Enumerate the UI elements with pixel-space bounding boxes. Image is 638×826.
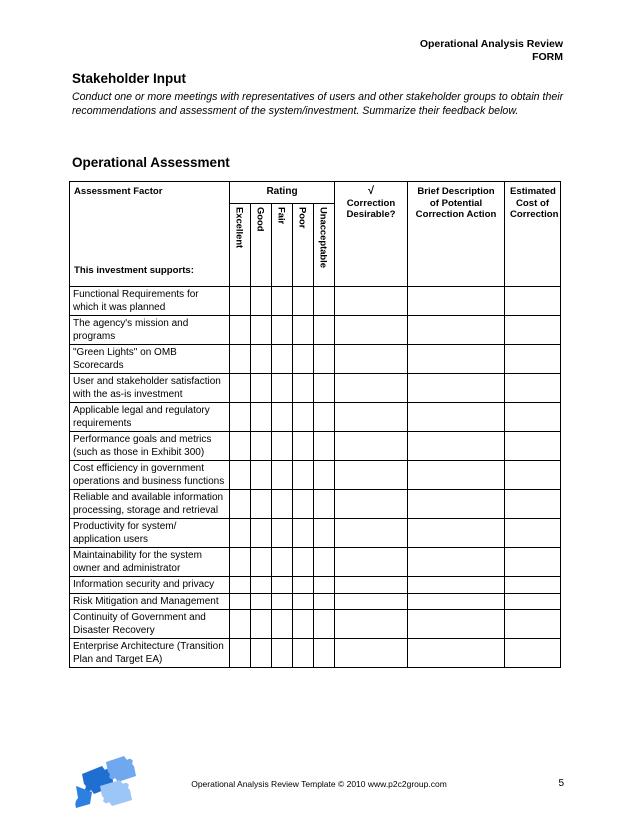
correction-action-cell[interactable] xyxy=(408,316,505,345)
correction-action-cell[interactable] xyxy=(408,432,505,461)
rating-good-cell[interactable] xyxy=(251,461,272,490)
rating-unacceptable-cell[interactable] xyxy=(314,287,335,316)
rating-good-cell[interactable] xyxy=(251,374,272,403)
correction-cost-label: Estimated Cost of Correction xyxy=(510,186,559,220)
rating-poor-label: Poor xyxy=(297,207,309,229)
correction-cost-cell[interactable] xyxy=(505,374,561,403)
rating-poor-cell[interactable] xyxy=(293,519,314,548)
rating-good-cell[interactable] xyxy=(251,287,272,316)
correction-cost-header xyxy=(505,182,561,287)
correction-desirable-cell[interactable] xyxy=(335,610,408,639)
rating-unacceptable-cell[interactable] xyxy=(314,593,335,610)
assessment-factor-cell: Cost efficiency in government operations and business functions xyxy=(70,461,230,490)
rating-excellent-cell[interactable] xyxy=(230,639,251,668)
assessment-factor-cell: "Green Lights" on OMB Scorecards xyxy=(70,345,230,374)
rating-level-good xyxy=(251,204,272,287)
correction-cost-cell[interactable] xyxy=(505,316,561,345)
rating-unacceptable-cell[interactable] xyxy=(314,519,335,548)
rating-unacceptable-cell[interactable] xyxy=(314,345,335,374)
correction-action-cell[interactable] xyxy=(408,461,505,490)
rating-good-cell[interactable] xyxy=(251,577,272,594)
rating-poor-cell[interactable] xyxy=(293,345,314,374)
rating-level-unacceptable xyxy=(314,204,335,287)
assessment-factor-cell: Functional Requirements for which it was planned xyxy=(70,287,230,316)
correction-action-cell[interactable] xyxy=(408,577,505,594)
assessment-factor-cell: Continuity of Government and Disaster Recovery xyxy=(70,610,230,639)
rating-header: Rating xyxy=(230,182,335,204)
rating-poor-cell[interactable] xyxy=(293,490,314,519)
correction-action-cell[interactable] xyxy=(408,519,505,548)
rating-excellent-cell[interactable] xyxy=(230,519,251,548)
rating-excellent-cell[interactable] xyxy=(230,432,251,461)
correction-desirable-cell[interactable] xyxy=(335,639,408,668)
rating-poor-cell[interactable] xyxy=(293,593,314,610)
correction-cost-cell[interactable] xyxy=(505,610,561,639)
rating-excellent-cell[interactable] xyxy=(230,577,251,594)
rating-excellent-label: Excellent xyxy=(234,207,246,249)
check-mark-icon: √ xyxy=(367,185,375,197)
rating-fair-cell[interactable] xyxy=(272,345,293,374)
rating-excellent-cell[interactable] xyxy=(230,287,251,316)
rating-good-cell[interactable] xyxy=(251,345,272,374)
rating-poor-cell[interactable] xyxy=(293,639,314,668)
rating-excellent-cell[interactable] xyxy=(230,345,251,374)
rating-unacceptable-cell[interactable] xyxy=(314,610,335,639)
correction-action-cell[interactable] xyxy=(408,345,505,374)
assessment-factor-cell: Performance goals and metrics (such as those in Exhibit 300) xyxy=(70,432,230,461)
rating-fair-cell[interactable] xyxy=(272,639,293,668)
rating-excellent-cell[interactable] xyxy=(230,316,251,345)
rating-poor-cell[interactable] xyxy=(293,610,314,639)
correction-cost-cell[interactable] xyxy=(505,639,561,668)
correction-desirable-cell[interactable] xyxy=(335,345,408,374)
rating-fair-cell[interactable] xyxy=(272,519,293,548)
rating-excellent-cell[interactable] xyxy=(230,548,251,577)
correction-cost-cell[interactable] xyxy=(505,490,561,519)
correction-desirable-cell[interactable] xyxy=(335,374,408,403)
rating-excellent-cell[interactable] xyxy=(230,490,251,519)
correction-cost-cell[interactable] xyxy=(505,403,561,432)
correction-desirable-cell[interactable] xyxy=(335,461,408,490)
rating-poor-cell[interactable] xyxy=(293,287,314,316)
rating-unacceptable-cell[interactable] xyxy=(314,577,335,594)
correction-cost-cell[interactable] xyxy=(505,548,561,577)
correction-action-cell[interactable] xyxy=(408,610,505,639)
correction-desirable-cell[interactable] xyxy=(335,316,408,345)
rating-fair-cell[interactable] xyxy=(272,461,293,490)
correction-cost-cell[interactable] xyxy=(505,287,561,316)
correction-cost-cell[interactable] xyxy=(505,432,561,461)
rating-unacceptable-cell[interactable] xyxy=(314,548,335,577)
rating-excellent-cell[interactable] xyxy=(230,461,251,490)
table-row xyxy=(70,432,561,461)
rating-good-cell[interactable] xyxy=(251,432,272,461)
correction-action-cell[interactable] xyxy=(408,639,505,668)
rating-fair-cell[interactable] xyxy=(272,316,293,345)
table-row xyxy=(70,490,561,519)
rating-unacceptable-cell[interactable] xyxy=(314,316,335,345)
correction-desirable-header xyxy=(335,182,408,287)
table-row xyxy=(70,519,561,548)
rating-fair-cell[interactable] xyxy=(272,577,293,594)
rating-good-cell[interactable] xyxy=(251,593,272,610)
table-row xyxy=(70,610,561,639)
assessment-factor-cell: The agency's mission and programs xyxy=(70,316,230,345)
correction-action-cell[interactable] xyxy=(408,374,505,403)
correction-desirable-cell[interactable] xyxy=(335,403,408,432)
operational-assessment-heading: Operational Assessment xyxy=(72,155,230,170)
correction-action-cell[interactable] xyxy=(408,490,505,519)
rating-unacceptable-label: Unacceptable xyxy=(318,207,330,268)
rating-excellent-cell[interactable] xyxy=(230,403,251,432)
assessment-factor-cell: Reliable and available information processing, storage and retrieval xyxy=(70,490,230,519)
assessment-factor-label: Assessment Factor xyxy=(74,186,163,197)
rating-poor-cell[interactable] xyxy=(293,374,314,403)
rating-excellent-cell[interactable] xyxy=(230,593,251,610)
correction-action-cell[interactable] xyxy=(408,548,505,577)
assessment-factor-cell: Risk Mitigation and Management xyxy=(70,593,230,610)
rating-poor-cell[interactable] xyxy=(293,403,314,432)
rating-level-excellent xyxy=(230,204,251,287)
rating-unacceptable-cell[interactable] xyxy=(314,639,335,668)
rating-level-poor xyxy=(293,204,314,287)
table-row xyxy=(70,316,561,345)
assessment-factor-cell: Maintainability for the system owner and administrator xyxy=(70,548,230,577)
table-row xyxy=(70,577,561,594)
header-title: Operational Analysis Review xyxy=(419,38,563,50)
table-row xyxy=(70,548,561,577)
correction-action-label: Brief Description of Potential Correction Action xyxy=(415,186,497,220)
table-row xyxy=(70,403,561,432)
document-header xyxy=(420,38,563,64)
correction-cost-cell[interactable] xyxy=(505,345,561,374)
rating-good-cell[interactable] xyxy=(251,490,272,519)
stakeholder-input-heading: Stakeholder Input xyxy=(72,71,187,86)
page-number: 5 xyxy=(558,778,564,789)
rating-good-cell[interactable] xyxy=(251,610,272,639)
rating-poor-cell[interactable] xyxy=(293,577,314,594)
correction-desirable-cell[interactable] xyxy=(335,577,408,594)
table-row xyxy=(70,345,561,374)
investment-supports-label: This investment supports: xyxy=(74,265,194,276)
rating-fair-cell[interactable] xyxy=(272,403,293,432)
correction-cost-cell[interactable] xyxy=(505,577,561,594)
rating-excellent-cell[interactable] xyxy=(230,610,251,639)
assessment-table xyxy=(69,181,561,668)
correction-action-cell[interactable] xyxy=(408,593,505,610)
correction-action-cell[interactable] xyxy=(408,287,505,316)
rating-fair-cell[interactable] xyxy=(272,432,293,461)
assessment-factor-cell: Enterprise Architecture (Transition Plan and Target EA) xyxy=(70,639,230,668)
assessment-factor-cell: Applicable legal and regulatory requirements xyxy=(70,403,230,432)
correction-action-header xyxy=(408,182,505,287)
correction-cost-cell[interactable] xyxy=(505,519,561,548)
table-row xyxy=(70,639,561,668)
rating-good-cell[interactable] xyxy=(251,316,272,345)
rating-good-cell[interactable] xyxy=(251,639,272,668)
correction-desirable-cell[interactable] xyxy=(335,490,408,519)
table-row xyxy=(70,461,561,490)
rating-unacceptable-cell[interactable] xyxy=(314,432,335,461)
correction-cost-cell[interactable] xyxy=(505,461,561,490)
assessment-factor-header xyxy=(70,182,230,287)
correction-desirable-cell[interactable] xyxy=(335,432,408,461)
table-row xyxy=(70,374,561,403)
rating-fair-cell[interactable] xyxy=(272,548,293,577)
correction-desirable-cell[interactable] xyxy=(335,519,408,548)
correction-action-cell[interactable] xyxy=(408,403,505,432)
rating-poor-cell[interactable] xyxy=(293,548,314,577)
rating-unacceptable-cell[interactable] xyxy=(314,461,335,490)
correction-desirable-label: Correction Desirable? xyxy=(346,197,396,220)
rating-good-cell[interactable] xyxy=(251,403,272,432)
correction-cost-cell[interactable] xyxy=(505,593,561,610)
rating-level-fair xyxy=(272,204,293,287)
assessment-factor-cell: Productivity for system/ application users xyxy=(70,519,230,548)
rating-fair-cell[interactable] xyxy=(272,490,293,519)
rating-excellent-cell[interactable] xyxy=(230,374,251,403)
rating-unacceptable-cell[interactable] xyxy=(314,490,335,519)
rating-good-label: Good xyxy=(255,207,267,232)
correction-desirable-cell[interactable] xyxy=(335,593,408,610)
rating-good-cell[interactable] xyxy=(251,548,272,577)
table-row xyxy=(70,287,561,316)
footer-copyright: Operational Analysis Review Template © 2010 www.p2c2group.com xyxy=(191,779,447,789)
rating-fair-label: Fair xyxy=(276,207,288,225)
rating-poor-cell[interactable] xyxy=(293,432,314,461)
header-subtitle: FORM xyxy=(532,51,563,63)
table-row xyxy=(70,593,561,610)
rating-unacceptable-cell[interactable] xyxy=(314,374,335,403)
assessment-factor-cell: Information security and privacy xyxy=(70,577,230,594)
rating-poor-cell[interactable] xyxy=(293,316,314,345)
assessment-factor-cell: User and stakeholder satisfaction with the as-is investment xyxy=(70,374,230,403)
correction-desirable-cell[interactable] xyxy=(335,287,408,316)
rating-fair-cell[interactable] xyxy=(272,374,293,403)
rating-fair-cell[interactable] xyxy=(272,610,293,639)
rating-unacceptable-cell[interactable] xyxy=(314,403,335,432)
assessment-rows xyxy=(70,287,561,668)
rating-good-cell[interactable] xyxy=(251,519,272,548)
rating-fair-cell[interactable] xyxy=(272,287,293,316)
stakeholder-input-description: Conduct one or more meetings with representatives of users and other stakeholder groups to obtain their recommendations and assessment of the system/investment. Summarize their feedback below. xyxy=(72,91,564,117)
correction-desirable-cell[interactable] xyxy=(335,548,408,577)
rating-fair-cell[interactable] xyxy=(272,593,293,610)
rating-poor-cell[interactable] xyxy=(293,461,314,490)
